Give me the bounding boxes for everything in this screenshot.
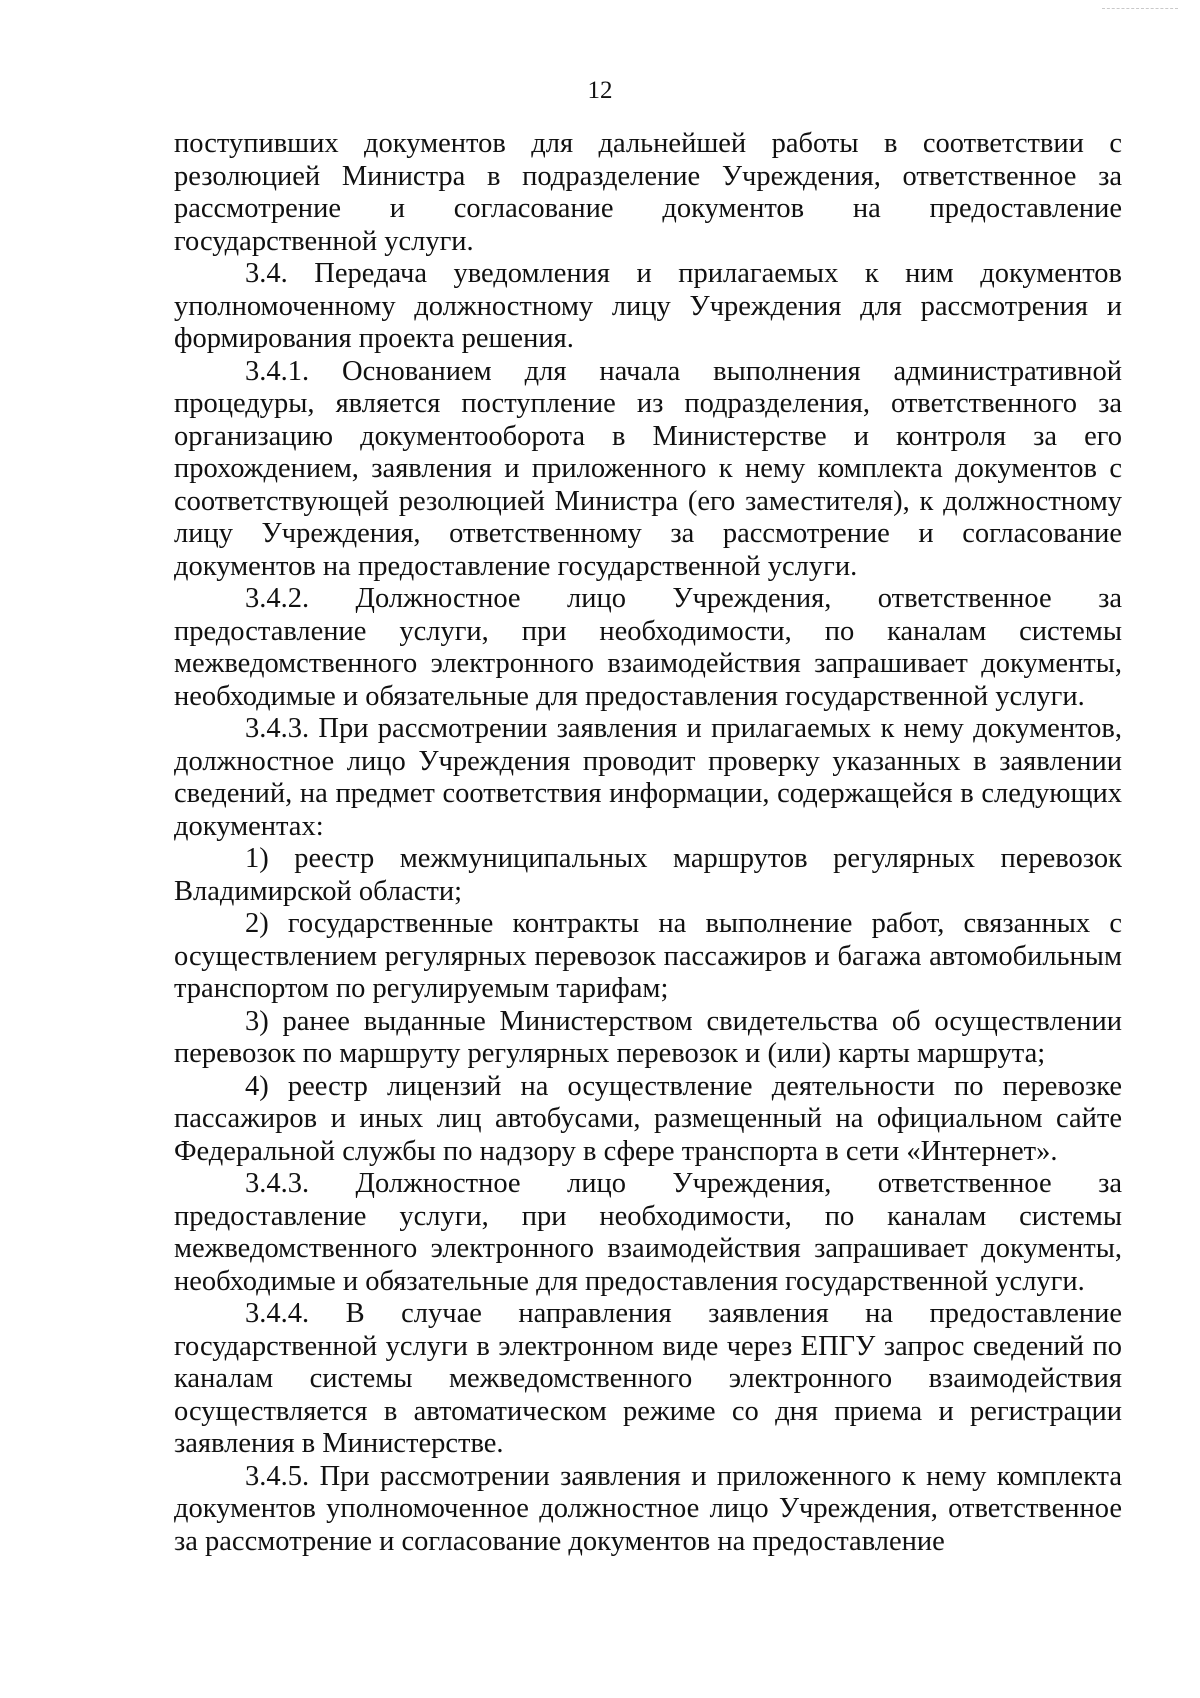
paragraph-3-4: 3.4. Передача уведомления и прилагаемых к ним документов уполномоченному должностному лицу Учреждения для рассмотрения и формирования проекта решения. — [174, 258, 1122, 354]
document-body — [174, 128, 1122, 1558]
list-item-1: 1) реестр межмуниципальных маршрутов регулярных перевозок Владимирской области; — [174, 843, 1122, 907]
scan-corner-mark — [1102, 8, 1178, 9]
paragraph-3-4-2: 3.4.2. Должностное лицо Учреждения, ответственное за предоставление услуги, при необходимости, по каналам системы межведомственного электронного взаимодействия запрашивает документы, необходимые и обязательные для предоставления государственной услуги. — [174, 583, 1122, 712]
list-item-3: 3) ранее выданные Министерством свидетельства об осуществлении перевозок по маршруту регулярных перевозок и (или) карты маршрута; — [174, 1005, 1122, 1069]
list-item-4: 4) реестр лицензий на осуществление деятельности по перевозке пассажиров и иных лиц автобусами, размещенный на официальном сайте Федеральной службы по надзору в сфере транспорта в сети «Интернет». — [174, 1070, 1122, 1167]
paragraph-3-4-1: 3.4.1. Основанием для начала выполнения административной процедуры, является поступление из подразделения, ответственного за организацию документооборота в Министерстве и контроля за его прохождением, заявления и приложенного к нему комплекта документов с соответствующей резолюцией Министра (его заместителя), к должностному лицу Учреждения, ответственному за рассмотрение и согласование документов на предоставление государственной услуги. — [174, 355, 1122, 582]
paragraph-3-4-3-repeat: 3.4.3. Должностное лицо Учреждения, ответственное за предоставление услуги, при необходимости, по каналам системы межведомственного электронного взаимодействия запрашивает документы, необходимые и обязательные для предоставления государственной услуги. — [174, 1168, 1122, 1297]
paragraph-continuation: поступивших документов для дальнейшей работы в соответствии с резолюцией Министра в подразделение Учреждения, ответственное за рассмотрение и согласование документов на предоставление государственной услуги. — [174, 128, 1122, 257]
list-item-2: 2) государственные контракты на выполнение работ, связанных с осуществлением регулярных перевозок пассажиров и багажа автомобильным транспортом по регулируемым тарифам; — [174, 908, 1122, 1004]
paragraph-3-4-3: 3.4.3. При рассмотрении заявления и прилагаемых к нему документов, должностное лицо Учреждения проводит проверку указанных в заявлении сведений, на предмет соответствия информации, содержащейся в следующих документах: — [174, 713, 1122, 842]
paragraph-3-4-4: 3.4.4. В случае направления заявления на предоставление государственной услуги в электронном виде через ЕПГУ запрос сведений по каналам системы межведомственного электронного взаимодействия осуществляется в автоматическом режиме со дня приема и регистрации заявления в Министерстве. — [174, 1298, 1122, 1459]
page-number: 12 — [587, 77, 613, 104]
paragraph-3-4-5: 3.4.5. При рассмотрении заявления и приложенного к нему комплекта документов уполномоченное должностное лицо Учреждения, ответственное за рассмотрение и согласование документов на предоставление — [174, 1460, 1122, 1557]
